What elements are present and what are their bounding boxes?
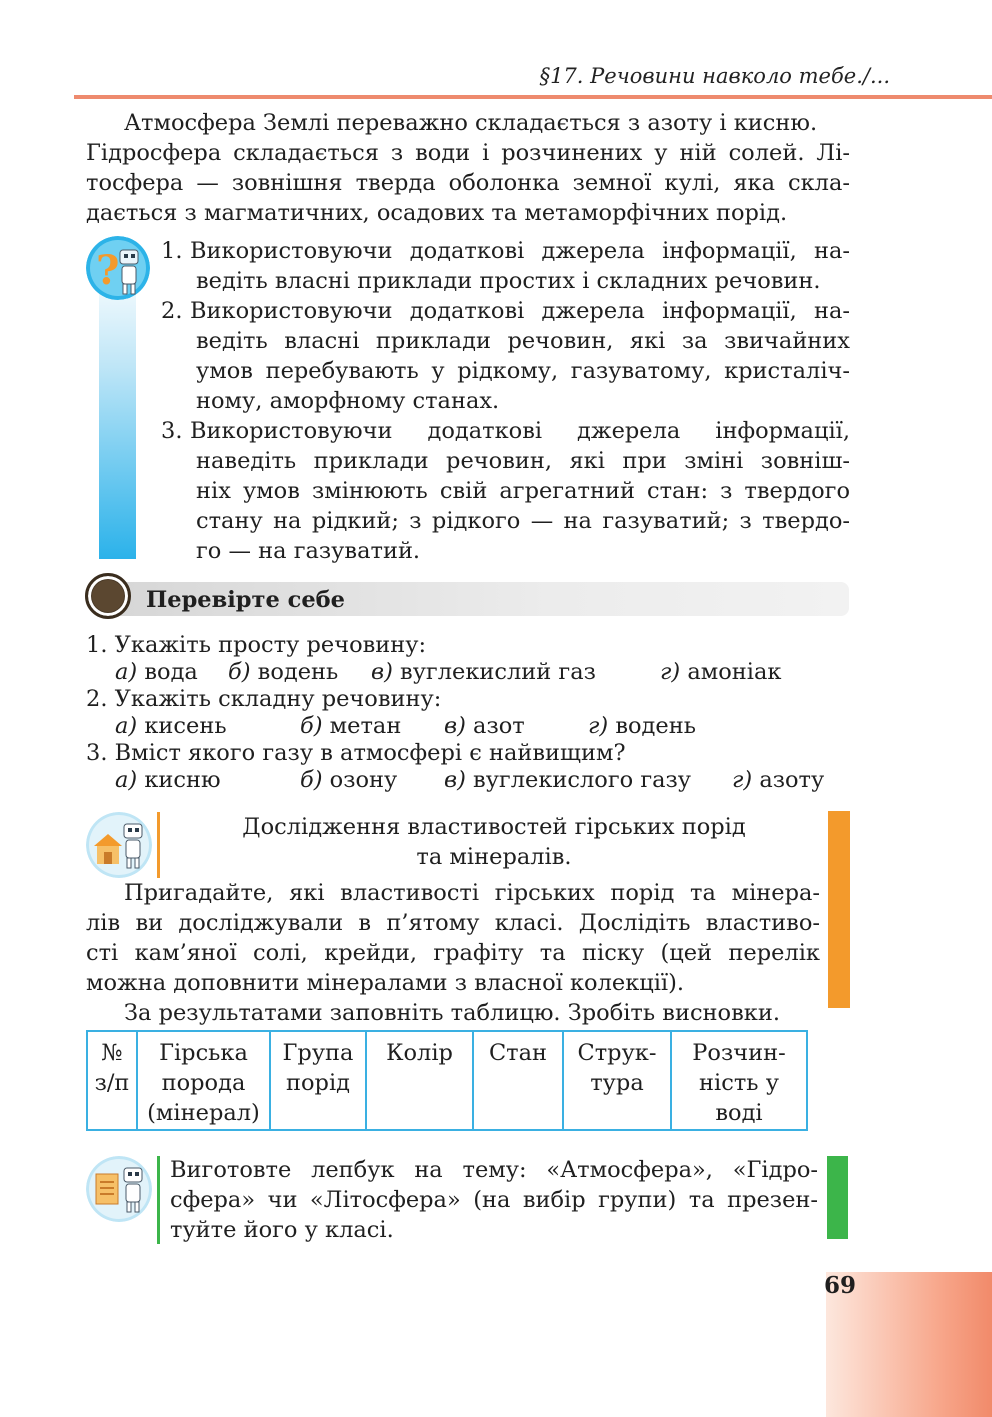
project-side-bar <box>827 1156 848 1239</box>
project-robot-icon <box>86 1156 152 1222</box>
check-ring-center <box>92 580 124 612</box>
intro-line-4: дається з магматичних, осадових та метаморфічних порід. <box>86 200 788 226</box>
question-3: 3. Вміст якого газу в атмосфері є найвищим? <box>86 740 626 766</box>
header-rule <box>74 95 992 99</box>
task-2-line-2: ведіть власні приклади речовин, які за звичайних <box>196 328 850 354</box>
task-2-number: 2. <box>161 298 183 324</box>
project-line-1: Виготовте лепбук на тему: «Атмосфера», «Гідро- <box>170 1157 818 1183</box>
task-2-line-4: ному, аморфному станах. <box>196 388 500 414</box>
research-side-bar <box>828 811 850 1008</box>
research-body-line-5: За результатами заповніть таблицю. Зробіть висновки. <box>124 1000 780 1026</box>
task-2-line-1: Використовуючи додаткові джерела інформації, на- <box>190 298 850 324</box>
task-1-line-2: ведіть власні приклади простих і складних речовин. <box>196 268 821 294</box>
q3-option-b: б) озону <box>300 767 398 793</box>
research-body-line-1: Пригадайте, які властивості гірських порід та мінера- <box>124 880 820 906</box>
project-line-2: сфера» чи «Літосфера» (на вибір групи) та презен- <box>170 1187 818 1213</box>
project-rule <box>157 1156 160 1244</box>
running-title: §17. Речовини навколо тебе./... <box>539 64 890 88</box>
task-1-number: 1. <box>161 238 183 264</box>
task-3-line-1: Використовуючи додаткові джерела інформації, <box>190 418 850 444</box>
task-3-line-3: ніх умов змінюють свій агрегатний стан: з твердого <box>196 478 850 504</box>
q3-option-c: в) вуглекислого газу <box>444 767 692 793</box>
question-robot-icon <box>86 236 150 300</box>
tasks-side-bar <box>99 262 136 559</box>
intro-line-3: тосфера — зовнішня тверда оболонка земної кулі, яка скла- <box>86 170 850 196</box>
question-2: 2. Укажіть складну речовину: <box>86 686 442 712</box>
project-line-3: туйте його у класі. <box>170 1217 394 1243</box>
research-title-line-2: та мінералів. <box>416 844 572 870</box>
intro-line-1: Атмосфера Землі переважно складається з азоту і кисню. <box>124 110 818 136</box>
research-body-line-2: лів ви досліджували в п’ятому класі. Дослідіть властиво- <box>86 910 820 936</box>
col-state: Стан <box>473 1031 563 1130</box>
results-table <box>86 1030 808 1131</box>
col-structure: Струк- тура <box>563 1031 671 1130</box>
q1-option-c: в) вуглекислий газ <box>371 659 596 685</box>
svg-text:?: ? <box>96 247 120 294</box>
q2-option-d: г) водень <box>588 713 696 739</box>
research-body-line-3: сті кам’яної солі, крейди, графіту та піску (цей перелік <box>86 940 820 966</box>
col-solubility: Розчин- ність у воді <box>671 1031 807 1130</box>
col-number: № з/п <box>87 1031 137 1130</box>
task-3-line-4: стану на рідкий; з рідкого — на газуватий; з твердо- <box>196 508 850 534</box>
page-number: 69 <box>824 1272 857 1299</box>
q3-option-d: г) азоту <box>732 767 825 793</box>
question-1: 1. Укажіть просту речовину: <box>86 632 427 658</box>
table-header-row <box>87 1031 807 1130</box>
q1-option-d: г) амоніак <box>660 659 782 685</box>
task-3-line-5: го — на газуватий. <box>196 538 421 564</box>
task-3-number: 3. <box>161 418 183 444</box>
task-2-line-3: умов перебувають у рідкому, газуватому, кристаліч- <box>196 358 850 384</box>
research-body-line-4: можна доповнити мінералами з власної колекції). <box>86 970 685 996</box>
intro-line-2: Гідросфера складається з води і розчинених у ній солей. Лі- <box>86 140 850 166</box>
q1-option-b: б) водень <box>228 659 339 685</box>
research-title-line-1: Дослідження властивостей гірських порід <box>242 814 746 840</box>
col-rock: Гірська порода (мінерал) <box>137 1031 270 1130</box>
col-color: Колір <box>366 1031 473 1130</box>
q2-option-c: в) азот <box>444 713 525 739</box>
q1-option-a: а) вода <box>115 659 198 685</box>
check-section-title: Перевірте себе <box>146 587 345 613</box>
task-1-line-1: Використовуючи додаткові джерела інформації, на- <box>190 238 850 264</box>
col-group: Група порід <box>270 1031 366 1130</box>
task-3-line-2: наведіть приклади речовин, які при зміні зовніш- <box>196 448 850 474</box>
q3-option-a: а) кисню <box>115 767 221 793</box>
q2-option-a: а) кисень <box>115 713 227 739</box>
q2-option-b: б) метан <box>300 713 402 739</box>
research-robot-icon <box>86 812 152 878</box>
